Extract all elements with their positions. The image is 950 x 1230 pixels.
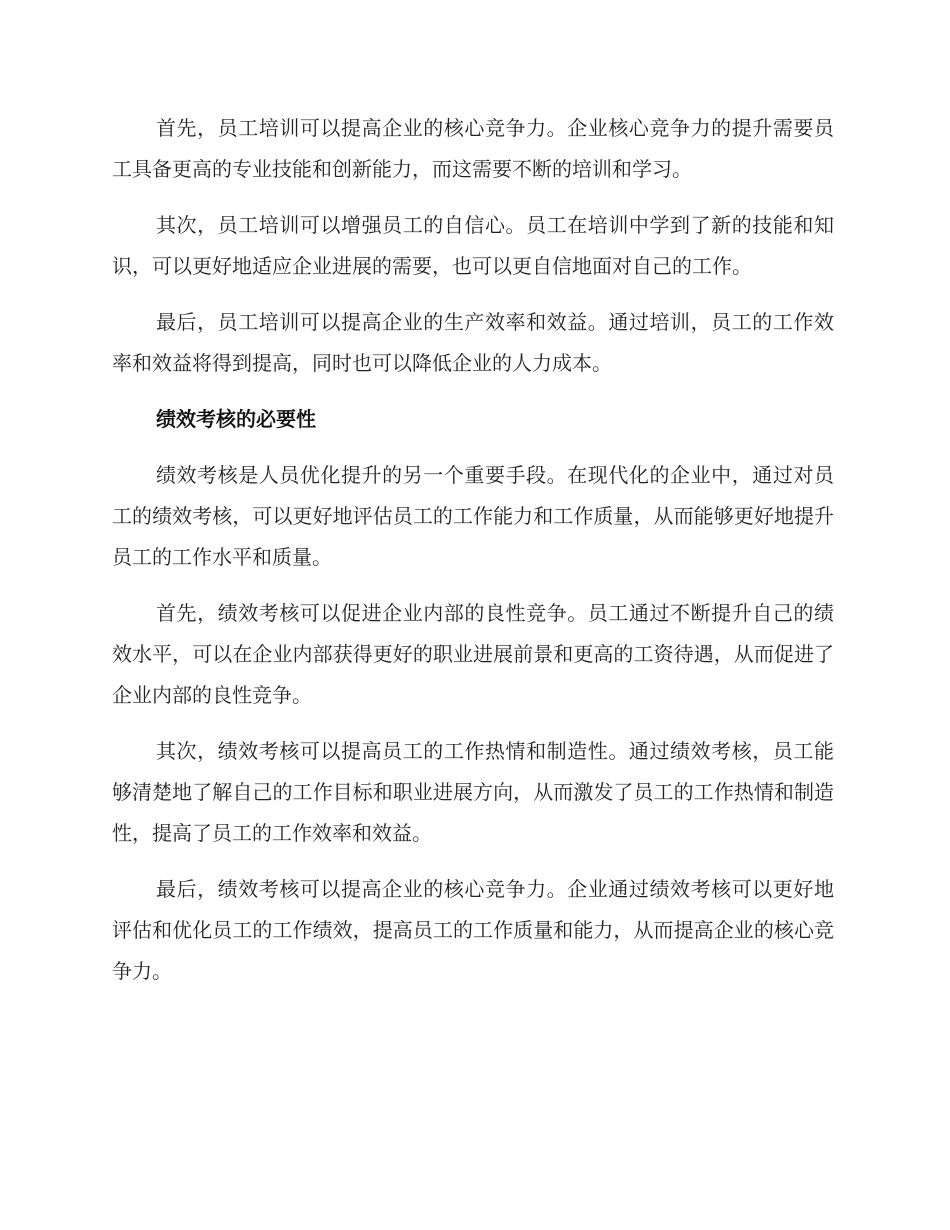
document-body — [112, 108, 834, 1007]
paragraph-appraisal-intro: 绩效考核是人员优化提升的另一个重要手段。在现代化的企业中，通过对员工的绩效考核，可以更好地评估员工的工作能力和工作质量，从而能够更好地提升员工的工作水平和质量。 — [112, 463, 834, 569]
section-heading-performance-appraisal: 绩效考核的必要性 — [156, 407, 316, 431]
paragraph-appraisal-competition: 首先，绩效考核可以促进企业内部的良性竞争。员工通过不断提升自己的绩效水平，可以在企业内部获得更好的职业进展前景和更高的工资待遇，从而促进了企业内部的良性竞争。 — [112, 601, 834, 707]
paragraph-training-efficiency: 最后，员工培训可以提高企业的生产效率和效益。通过培训，员工的工作效率和效益将得到提高，同时也可以降低企业的人力成本。 — [112, 310, 834, 375]
paragraph-appraisal-core-competitiveness: 最后，绩效考核可以提高企业的核心竞争力。企业通过绩效考核可以更好地评估和优化员工的工作绩效，提高员工的工作质量和能力，从而提高企业的核心竞争力。 — [112, 877, 834, 983]
paragraph-appraisal-enthusiasm: 其次，绩效考核可以提高员工的工作热情和制造性。通过绩效考核，员工能够清楚地了解自己的工作目标和职业进展方向，从而激发了员工的工作热情和制造性，提高了员工的工作效率和效益。 — [112, 739, 834, 845]
paragraph-training-confidence: 其次，员工培训可以增强员工的自信心。员工在培训中学到了新的技能和知识，可以更好地适应企业进展的需要，也可以更自信地面对自己的工作。 — [112, 213, 834, 278]
paragraph-training-core-competitiveness: 首先，员工培训可以提高企业的核心竞争力。企业核心竞争力的提升需要员工具备更高的专业技能和创新能力，而这需要不断的培训和学习。 — [112, 116, 834, 181]
